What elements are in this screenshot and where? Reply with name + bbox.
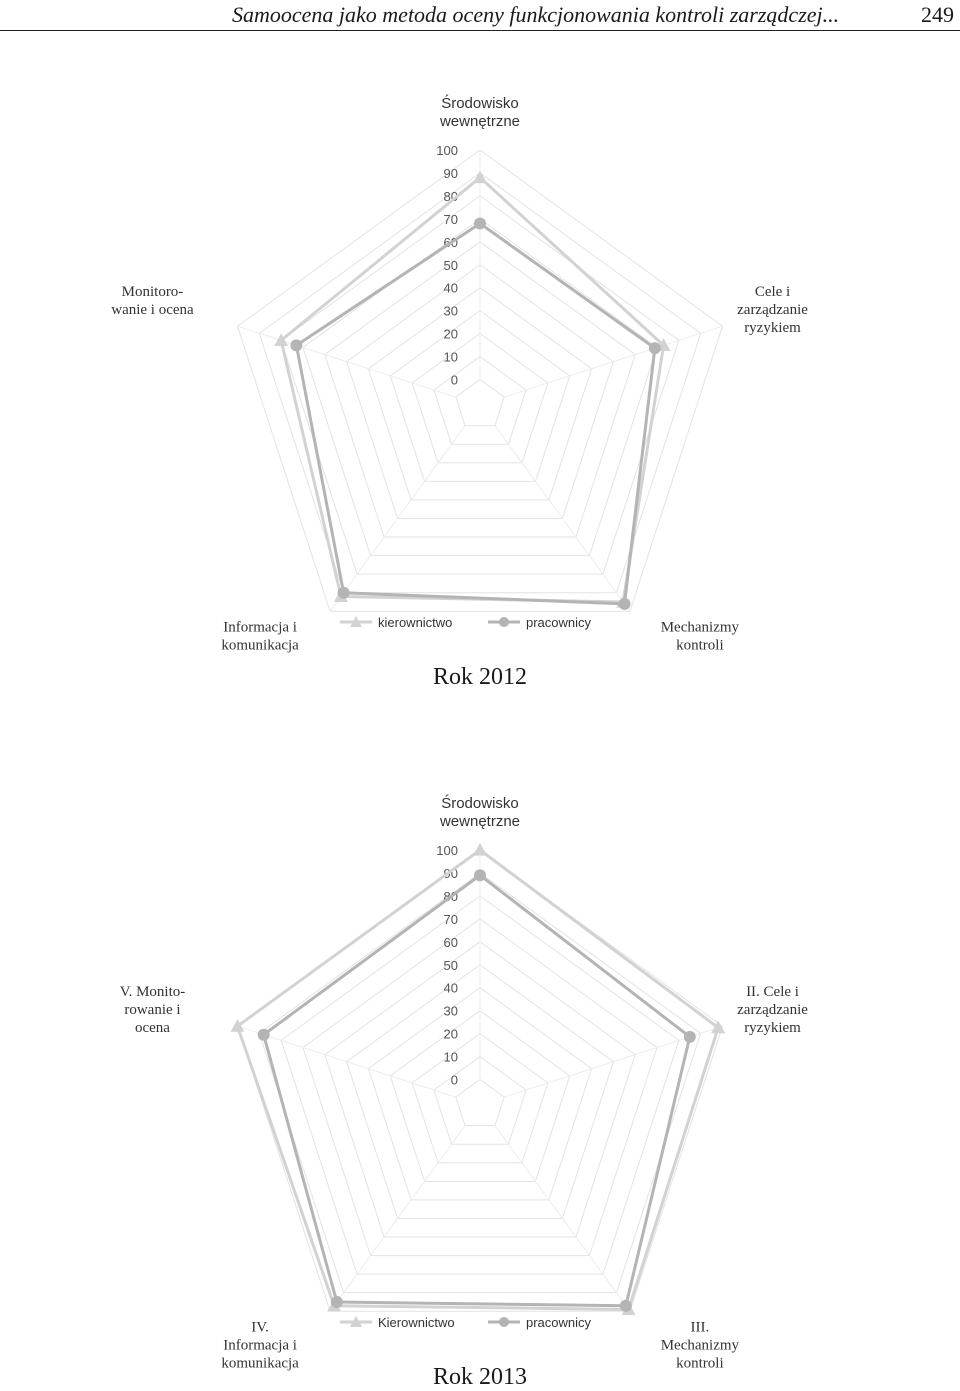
tick-label: 70 (443, 211, 458, 227)
data-point-circle (649, 342, 661, 354)
axis-label-line: komunikacja (221, 1355, 299, 1372)
axis-label (439, 94, 520, 130)
tick-label: 60 (443, 934, 458, 950)
radar-chart-2012 (0, 40, 960, 680)
tick-label: 0 (450, 372, 458, 388)
axis-label (120, 984, 186, 1036)
tick-label: 30 (443, 1003, 458, 1019)
legend-label: kierownictwo (378, 615, 453, 630)
legend-label: Kierownictwo (378, 1315, 455, 1330)
header-rule (0, 30, 960, 31)
series-line-pracownicy (296, 223, 654, 603)
legend-label: pracownicy (526, 1315, 592, 1330)
tick-label: 80 (443, 888, 458, 904)
data-point-circle (290, 339, 302, 351)
axis-label (439, 794, 520, 830)
chart-caption-2013: Rok 2013 (432, 1364, 527, 1390)
axis-label-line: Informacja i (223, 619, 297, 636)
tick-label: 50 (443, 957, 458, 973)
axis-label (737, 284, 808, 336)
axis-label-line: wanie i ocena (111, 302, 194, 319)
data-point-circle (258, 1029, 270, 1041)
axis-label-line: wewnętrzne (439, 813, 521, 830)
data-point-circle (620, 1300, 632, 1312)
data-point-circle (474, 217, 486, 229)
tick-label: 100 (436, 843, 458, 858)
axis-label-line: kontroli (676, 1355, 724, 1372)
tick-label: 30 (443, 303, 458, 319)
tick-label: 20 (443, 326, 458, 342)
running-head (0, 0, 960, 32)
legend-marker-circle (499, 1317, 509, 1327)
axis-label-line: Cele i (754, 284, 791, 301)
axis-label (737, 984, 808, 1036)
axis-label-line: Mechanizmy (660, 1337, 740, 1354)
axis-label-line: Mechanizmy (660, 619, 740, 636)
axis-label-line: V. Monito- (119, 984, 186, 1001)
axis-label-line: Monitoro- (121, 284, 184, 301)
tick-label: 50 (443, 257, 458, 273)
axis-label-line: rowanie i (124, 1002, 181, 1019)
tick-label: 80 (443, 188, 458, 204)
radar-chart-svg (0, 740, 960, 1372)
grid-ring (456, 1080, 505, 1126)
running-title: Samoocena jako metoda oceny funkcjonowania kontroli zarządczej... (232, 2, 840, 27)
axis-label-line: Środowisko (441, 95, 519, 112)
axis-label-line: zarządzanie (737, 1002, 808, 1019)
axis-spoke (237, 326, 455, 397)
axis-label-line: komunikacja (221, 637, 299, 654)
axis-label-line: Środowisko (441, 795, 519, 812)
axis-label-line: IV. (251, 1319, 269, 1336)
axis-label-line: kontroli (676, 637, 724, 654)
grid-ring (456, 380, 505, 426)
axis-label-line: Informacja i (223, 1337, 297, 1354)
tick-label: 90 (443, 865, 458, 881)
axis-spoke (504, 326, 722, 397)
axis-label (111, 284, 194, 318)
data-point-circle (474, 869, 486, 881)
axis-label (221, 619, 299, 653)
tick-label: 90 (443, 165, 458, 181)
legend-label: pracownicy (526, 615, 592, 630)
radar-chart-2013 (0, 740, 960, 1380)
legend-marker-circle (499, 617, 509, 627)
page-number: 249 (921, 2, 954, 27)
axis-label-line: ryzykiem (744, 1020, 801, 1037)
data-point-circle (338, 587, 350, 599)
tick-label: 70 (443, 911, 458, 927)
tick-label: 10 (443, 1049, 458, 1065)
tick-label: 0 (450, 1072, 458, 1088)
axis-label-line: ryzykiem (744, 320, 801, 337)
tick-label: 40 (443, 980, 458, 996)
tick-label: 60 (443, 234, 458, 250)
tick-label: 10 (443, 349, 458, 365)
axis-label-line: III. (690, 1319, 710, 1336)
axis-label-line: II. Cele i (746, 984, 799, 1001)
axis-label-line: wewnętrzne (439, 113, 521, 130)
data-point-triangle (473, 843, 487, 856)
tick-label: 20 (443, 1026, 458, 1042)
series-line-pracownicy (264, 875, 690, 1305)
chart-caption-2012: Rok 2012 (432, 664, 527, 690)
axis-label-line: ocena (134, 1020, 170, 1037)
tick-label: 100 (436, 143, 458, 158)
data-point-circle (331, 1296, 343, 1308)
radar-chart-svg (0, 40, 960, 660)
data-point-circle (618, 598, 630, 610)
axis-label-line: zarządzanie (737, 302, 808, 319)
data-point-circle (684, 1031, 696, 1043)
tick-label: 40 (443, 280, 458, 296)
axis-label (661, 619, 740, 653)
